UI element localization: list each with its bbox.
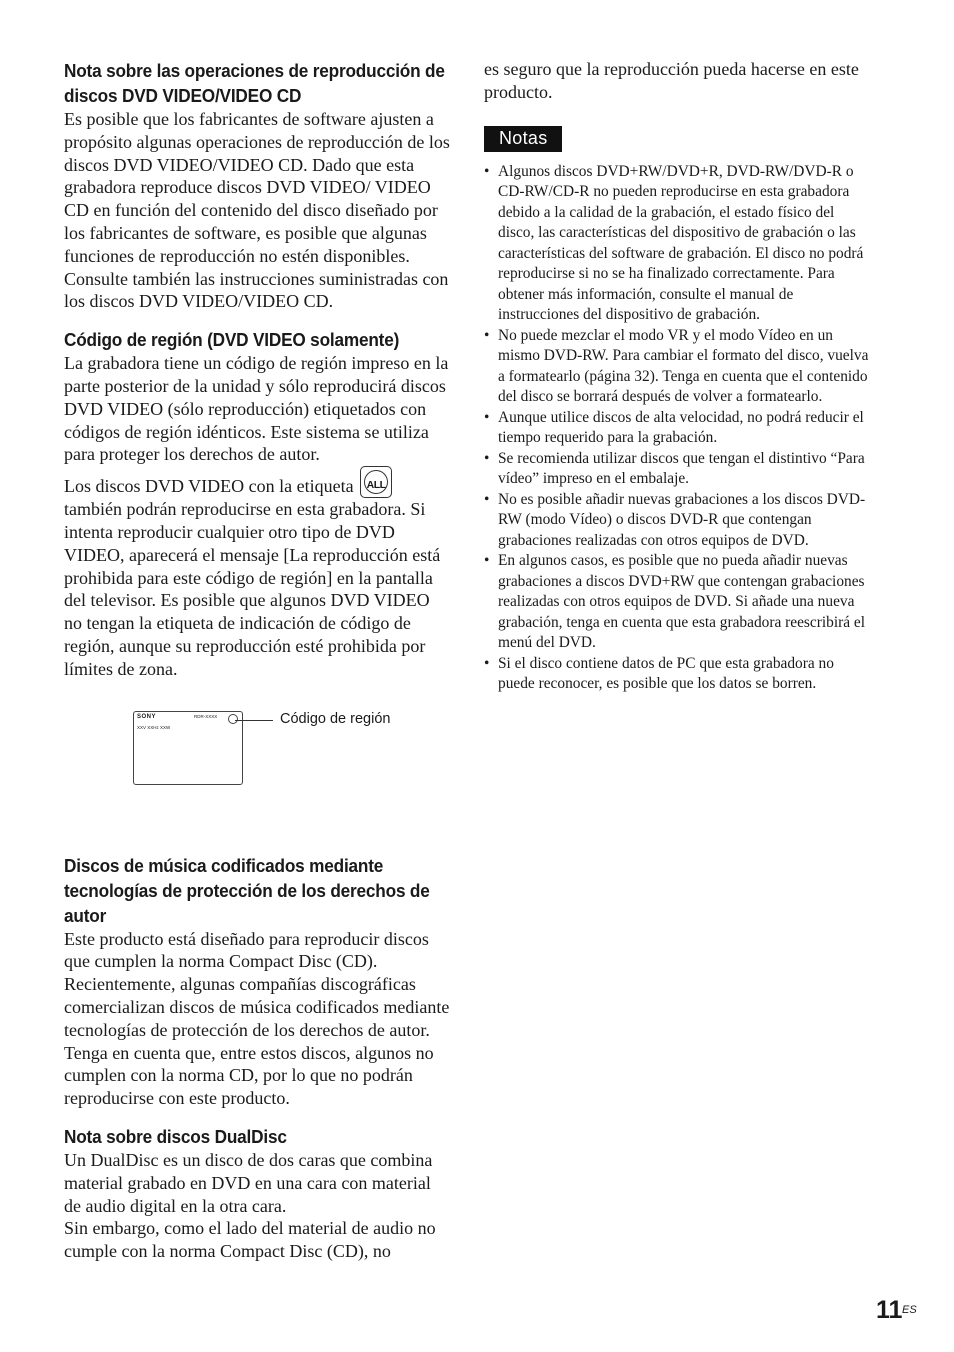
spec-label: XXV XXHz XXW (137, 724, 171, 730)
section-body-with-icon (64, 466, 452, 680)
region-all-globe-icon (360, 466, 392, 498)
right-column (484, 58, 874, 695)
note-text: No puede mezclar el modo VR y el modo Vídeo en un mismo DVD-RW. Para cambiar el formato del disco, vuelva a formatearlo (página 32). Tenga en cuenta que el contenido del disco se borrará después de volver a formatearlo. (498, 326, 869, 406)
section-body: Un DualDisc es un disco de dos caras que combina material grabado en DVD en una cara con material de audio digital en la otra cara. (64, 1149, 433, 1216)
region-all-label: ALL (366, 479, 386, 492)
section-heading: Discos de música codificados mediante tecnologías de protección de los derechos de autor (64, 854, 430, 926)
bullet-icon: • (484, 552, 490, 570)
section-body: Este producto está diseñado para reproducir discos que cumplen la norma Compact Disc (CD). Recientemente, algunas compañías discográficas comercializan discos de música codificados mediante tecnologías de protección de los derechos de autor. Tenga en cuenta que, entre estos discos, algunos no cumplen con la norma CD, por lo que no podrán reproducirse con este producto. (64, 928, 450, 1109)
note-text: Algunos discos DVD+RW/DVD+R, DVD-RW/DVD-R o CD-RW/CD-R no pueden reproducirse en esta grabadora debido a la calidad de la grabación, el estado físico del disco, las características del dispositivo de grabación o las características del software de grabación. El disco no podrá reproducirse si no se ha finalizado correctamente. Para obtener más información, consulte el manual de instrucciones del dispositivo de grabación. (498, 162, 864, 324)
section-body: Sin embargo, como el lado del material de audio no cumple con la norma Compact Disc (CD), no (64, 1218, 436, 1262)
section-region-code (64, 327, 452, 828)
list-item (484, 654, 874, 695)
section-body: Es posible que los fabricantes de software ajusten a propósito algunas operaciones de reproducción de los discos DVD VIDEO/VIDEO CD. Dado que esta grabadora reproduce discos DVD VIDEO/ VIDEO CD en función del contenido del disco diseñado por los fabricantes de software, es posible que algunas funciones de reproducción no estén disponibles. Consulte también las instrucciones suministradas con los discos DVD VIDEO/VIDEO CD. (64, 109, 450, 312)
section-heading: Nota sobre las operaciones de reproducción de discos DVD VIDEO/VIDEO CD (64, 60, 445, 106)
region-code-mark-icon (228, 714, 238, 724)
continuation-text: es seguro que la reproducción pueda hacerse en este producto. (484, 59, 859, 102)
list-item (484, 490, 874, 552)
page-language-code: ES (902, 1304, 917, 1316)
left-column (64, 58, 452, 1277)
rear-panel-illustration (133, 711, 243, 785)
note-text: Si el disco contiene datos de PC que esta grabadora no puede reconocer, es posible que los datos se borren. (498, 654, 834, 693)
list-item (484, 326, 874, 408)
section-copy-protected-music (64, 853, 452, 1110)
bullet-icon: • (484, 408, 490, 426)
note-text: Se recomienda utilizar discos que tengan el distintivo “Para vídeo” impreso en el embalaje. (498, 449, 865, 488)
notes-list (484, 162, 874, 695)
notes-header: Notas (484, 126, 562, 152)
section-dualdisc (64, 1124, 452, 1263)
page-number: 11 (876, 1296, 903, 1324)
section-heading: Código de región (DVD VIDEO solamente) (64, 329, 400, 351)
bullet-icon: • (484, 162, 490, 180)
section-body: La grabadora tiene un código de región impreso en la parte posterior de la unidad y sólo reproducirá discos DVD VIDEO (sólo reproducción) etiquetados con códigos de región idénticos. Este sistema se utiliza para proteger los derechos de autor. (64, 353, 449, 465)
rear-panel-figure (64, 711, 452, 829)
list-item (484, 551, 874, 654)
callout-leader-line (235, 720, 273, 721)
list-item (484, 162, 874, 326)
model-label: RDR-XXXX (194, 713, 218, 719)
section-heading: Nota sobre discos DualDisc (64, 1125, 287, 1147)
brand-logo: SONY (137, 713, 157, 720)
bullet-icon: • (484, 654, 490, 672)
list-item (484, 408, 874, 449)
bullet-icon: • (484, 449, 490, 467)
note-text: Aunque utilice discos de alta velocidad, no podrá reducir el tiempo requerido para la grabación. (498, 408, 864, 447)
bullet-icon: • (484, 326, 490, 344)
body-text: también podrán reproducirse en esta grabadora. Si intenta reproducir cualquier otro tipo de DVD VIDEO, aparecerá el mensaje [La reproducción está prohibida para este código de región] en la pantalla del televisor. Es posible que algunos DVD VIDEO no tengan la etiqueta de indicación de código de región, aunque su reproducción esté prohibida por límites de zona. (64, 499, 441, 679)
note-text: No es posible añadir nuevas grabaciones a los discos DVD-RW (modo Vídeo) o discos DVD-R que contengan grabaciones realizadas con otros equipos de DVD. (498, 490, 866, 549)
bullet-icon: • (484, 490, 490, 508)
body-text: Los discos DVD VIDEO con la etiqueta (64, 476, 354, 497)
note-text: En algunos casos, es posible que no pueda añadir nuevas grabaciones a discos DVD+RW que contengan grabaciones realizadas con otros equipos de DVD. Si añade una nueva grabación, tenga en cuenta que esta grabadora reescribirá el menú del DVD. (498, 552, 866, 652)
list-item (484, 449, 874, 490)
section-dvd-operations (64, 58, 452, 313)
callout-label: Código de región (280, 710, 391, 727)
